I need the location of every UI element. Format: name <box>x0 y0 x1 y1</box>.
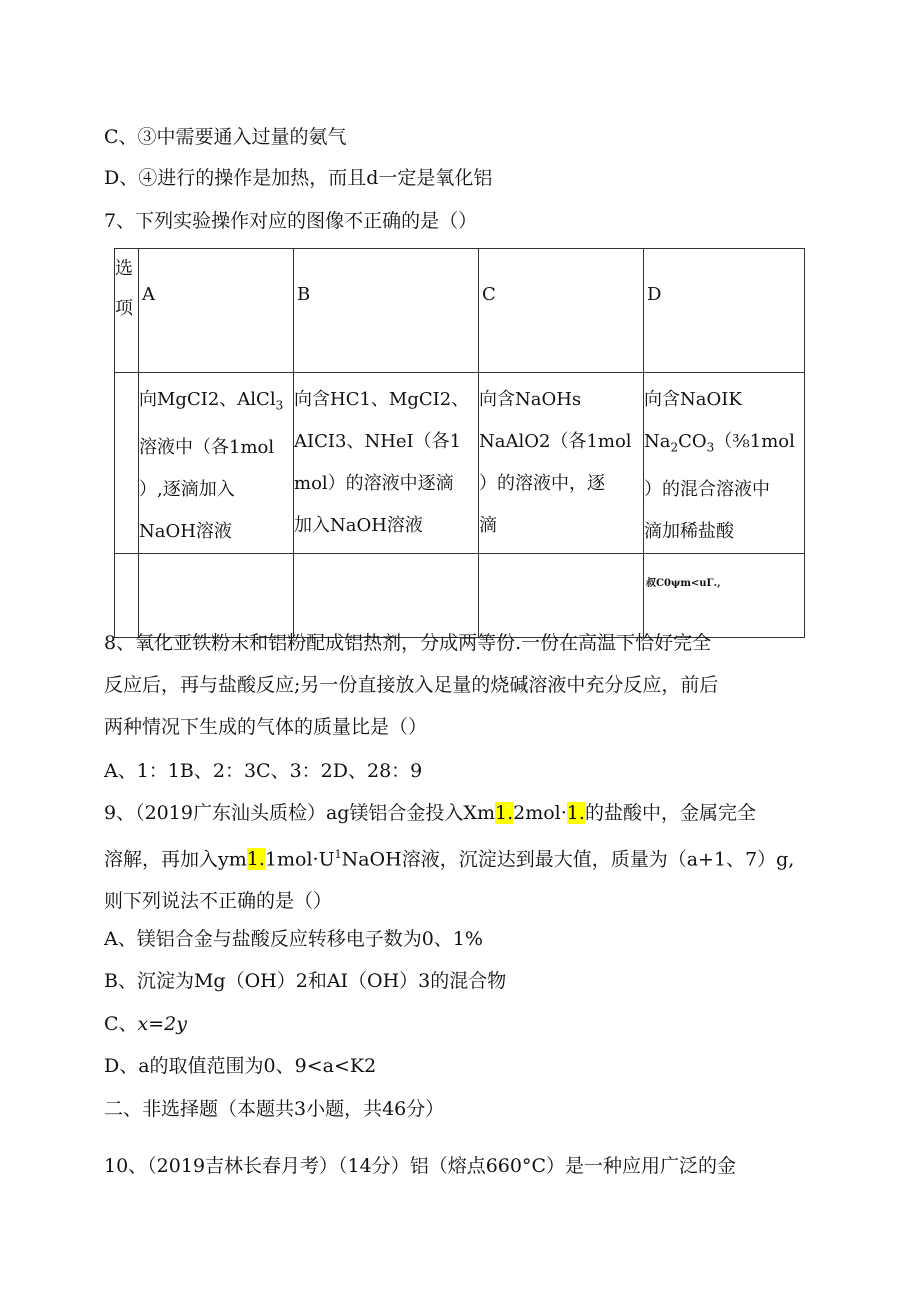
header-d: D <box>644 249 805 373</box>
empty-cell <box>115 373 139 554</box>
header-option-label: 选 项 <box>115 249 139 373</box>
cell-c-text: 向含NaOHs NaAlO2（各1mol ）的溶液中，逐 滴 <box>479 373 644 554</box>
q9-option-b: B、沉淀为Mg（OH）2和AI（OH）3的混合物 <box>104 970 507 992</box>
q8-options: A、1：1B、2：3C、3：2D、28：9 <box>104 760 423 782</box>
q7-stem: 7、下列实验操作对应的图像不正确的是（） <box>104 210 478 232</box>
q6-option-d: D、④进行的操作是加热，而且d一定是氧化铝 <box>104 167 493 189</box>
header-c: C <box>479 249 644 373</box>
q9-option-c: C、x=2y <box>104 1013 188 1035</box>
q9-option-a: A、镁铝合金与盐酸反应转移电子数为0、1% <box>104 928 483 950</box>
cell-b-text: 向含HC1、MgCI2、 AICI3、NHeI（各1 mol）的溶液中逐滴 加入NaOH溶液 <box>294 373 479 554</box>
section-heading: 二、非选择题（本题共3小题，共46分） <box>104 1098 445 1120</box>
table-header-row <box>115 249 805 373</box>
q9-stem: 9、（2019广东汕头质检）ag镁铝合金投入Xm1.2mol·1.的盐酸中，金属完全 溶解，再加入$ym1.1mol\cdot U^1NaOH$溶液，沉淀达到最大值，质量为（a+1、7）g, 则下列说法不正确的是（） <box>104 802 795 913</box>
table-description-row <box>115 373 805 554</box>
q6-option-c: C、③中需要通入过量的氨气 <box>104 126 347 148</box>
cell-d-text: 向含NaOIK $Na_2CO_3(\frac{3}{8}1mol$ ）的混合溶液中 滴加稀盐酸 <box>644 373 805 554</box>
q7-options-table <box>114 248 805 638</box>
q9-option-d: D、a的取值范围为0、9<a<K2 <box>104 1055 377 1077</box>
q10-stem: 10、（2019吉林长春月考）（14分）铝（熔点660°C）是一种应用广泛的金 <box>104 1155 737 1177</box>
cell-a-text: 向MgCI2、AlCl$_3$ 溶液中（各1mol ）,逐滴加入 NaOH溶液 <box>139 373 294 554</box>
header-a: A <box>139 249 294 373</box>
header-b: B <box>294 249 479 373</box>
cell-d-image: 叔C0ψm<uΓ., <box>644 553 805 637</box>
q8-stem: 8、氧化亚铁粉末和铝粉配成铝热剂，分成两等份.一份在高温下恰好完全 反应后，再与盐酸反应;另一份直接放入足量的烧碱溶液中充分反应，前后 两种情况下生成的气体的质量比是（） <box>104 632 719 738</box>
